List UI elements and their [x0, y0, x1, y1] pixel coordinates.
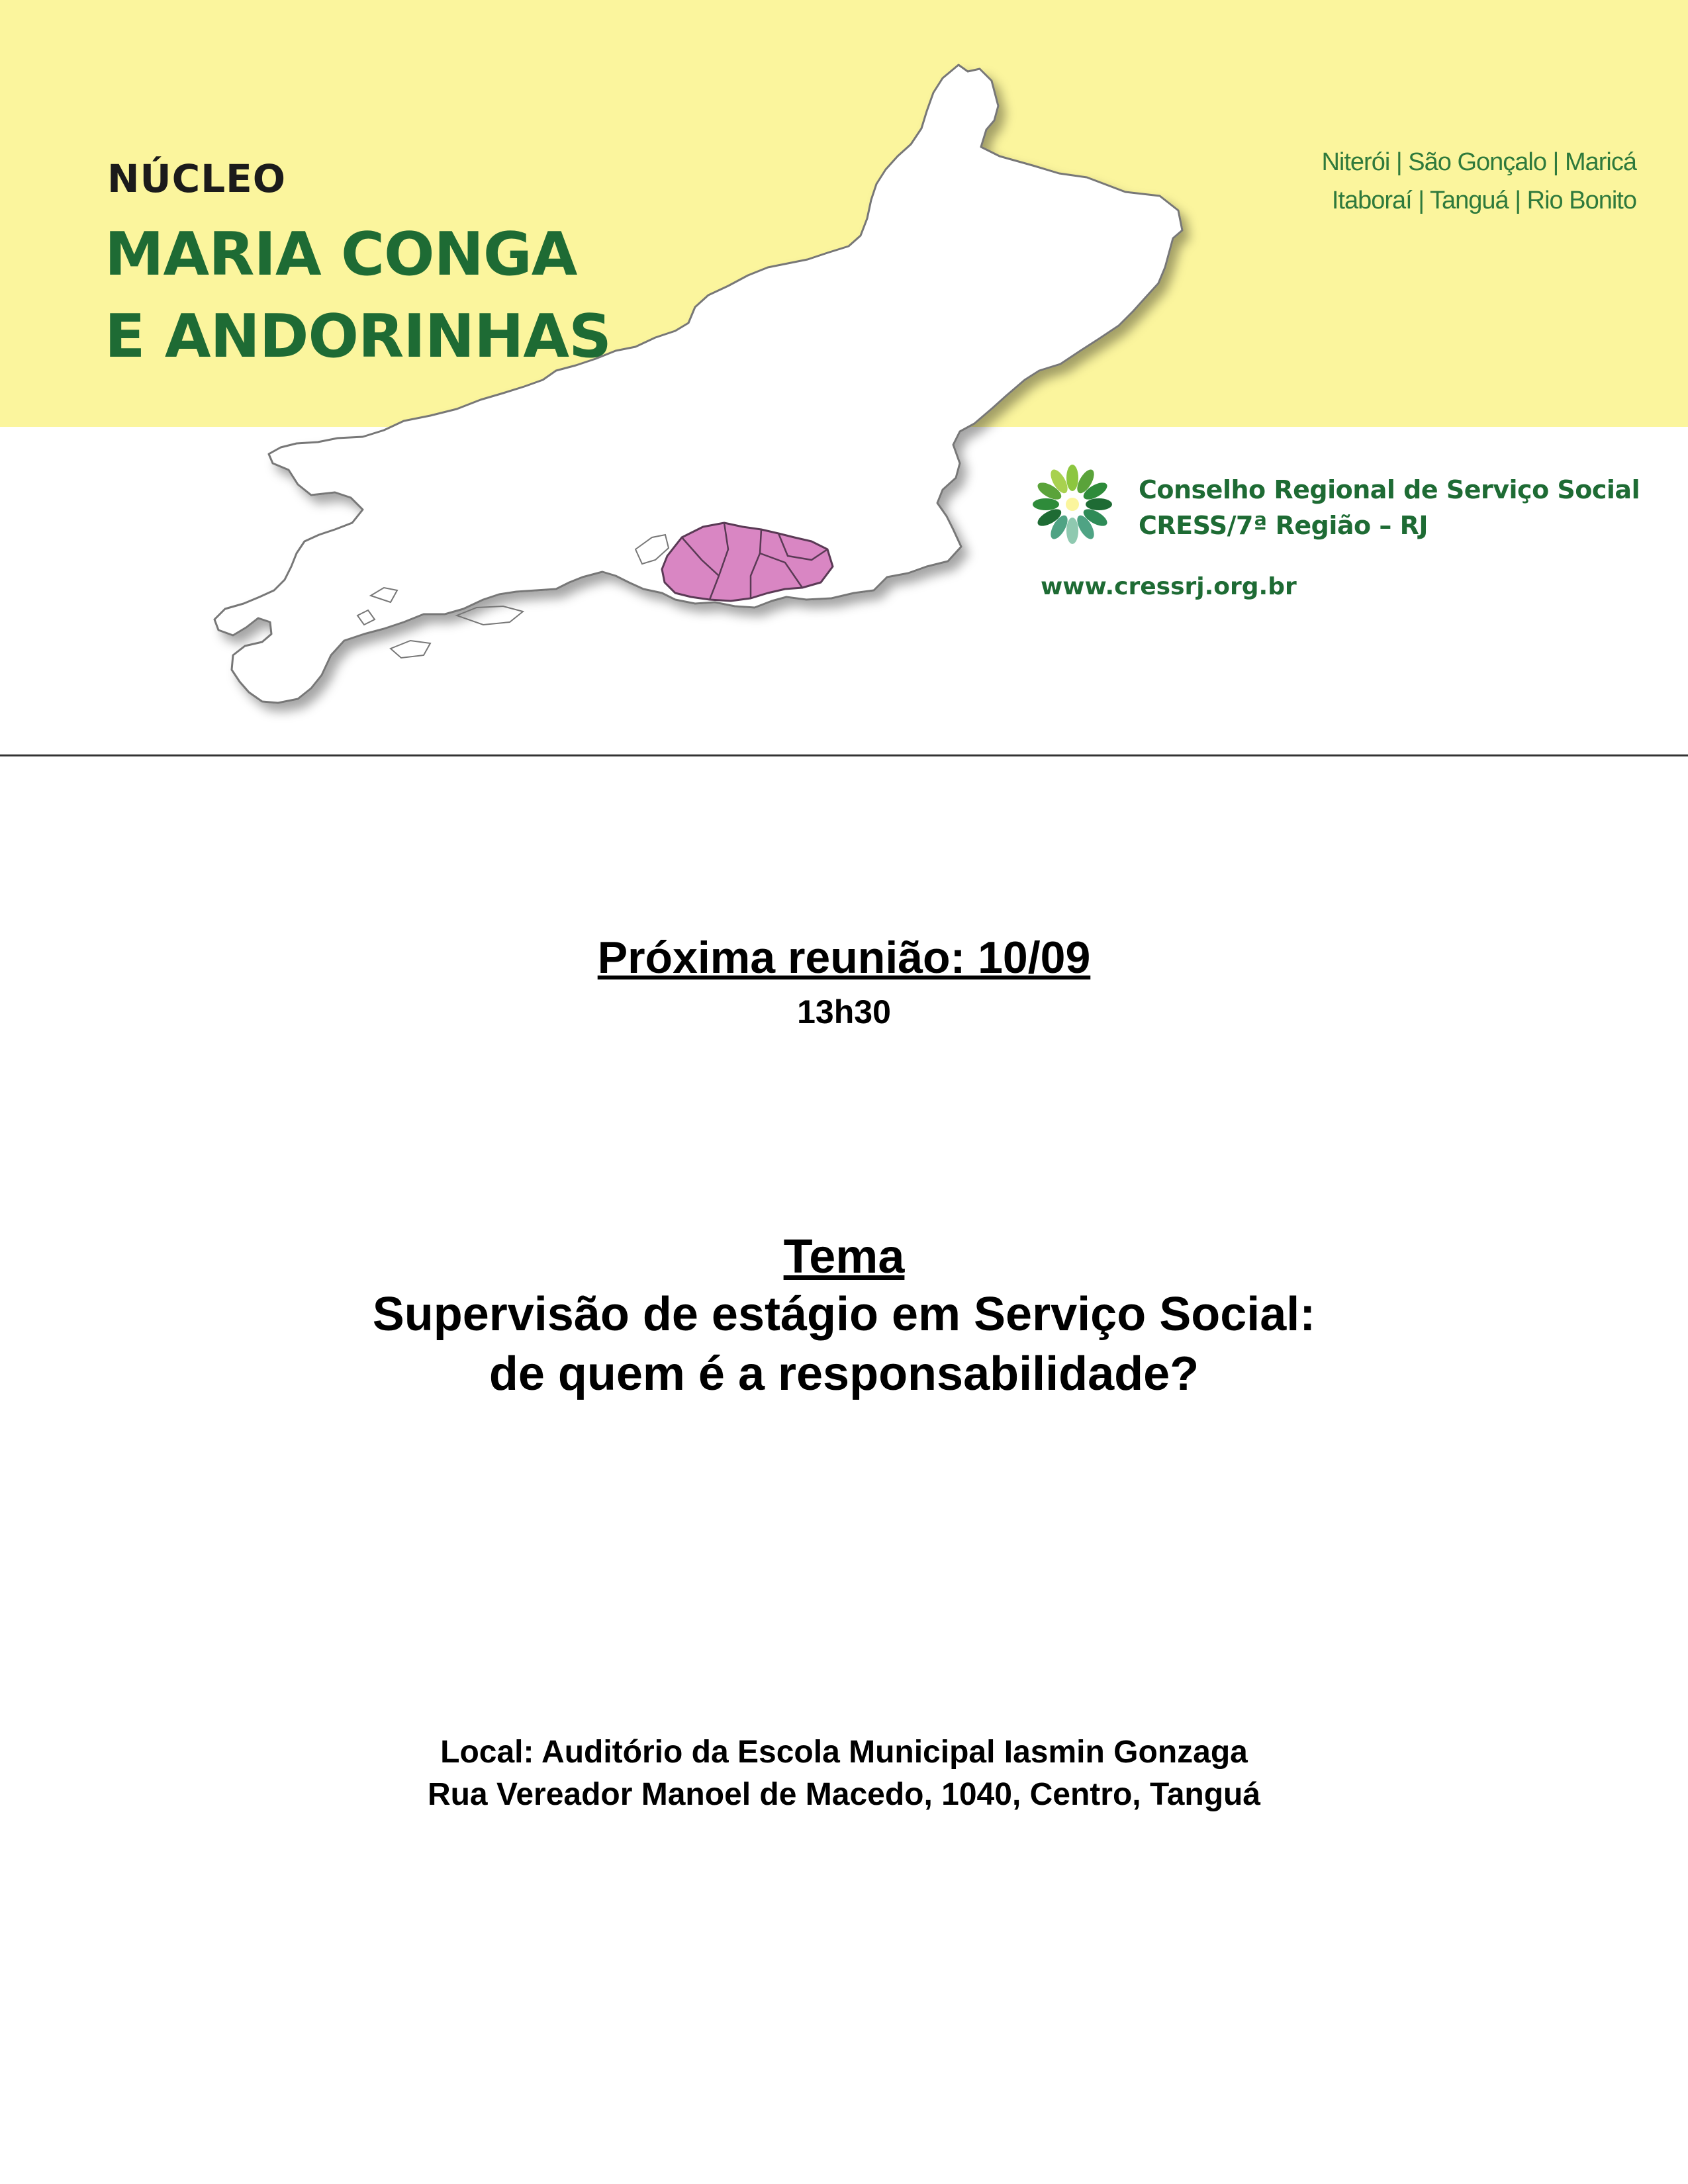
cities-line2: Itaboraí | Tanguá | Rio Bonito — [1331, 187, 1636, 214]
venue-line1: Local: Auditório da Escola Municipal Iasmin Gonzaga — [440, 1735, 1248, 1770]
state-outline — [214, 65, 1182, 703]
meeting-time: 13h30 — [797, 993, 891, 1030]
header-divider — [0, 754, 1688, 756]
website-url: www.cressrj.org.br — [1041, 573, 1297, 600]
nucleo-name-line2: E ANDORINHAS — [105, 302, 611, 371]
header-banner — [0, 0, 1688, 754]
rio-de-janeiro-state-map-icon — [0, 0, 1688, 754]
org-short-name: CRESS/7ª Região – RJ — [1139, 511, 1428, 540]
next-meeting-title: Próxima reunião: 10/09 — [597, 933, 1091, 983]
cress-hands-logo-icon — [1029, 461, 1115, 547]
nucleo-name-line1: MARIA CONGA — [105, 220, 577, 289]
org-name: Conselho Regional de Serviço Social — [1139, 475, 1640, 504]
theme-line2: de quem é a responsabilidade? — [489, 1347, 1199, 1400]
venue-line2: Rua Vereador Manoel de Macedo, 1040, Centro, Tanguá — [427, 1777, 1261, 1812]
theme-line1: Supervisão de estágio em Serviço Social: — [372, 1288, 1316, 1341]
theme-label: Tema — [783, 1230, 905, 1283]
cities-line1: Niterói | São Gonçalo | Maricá — [1321, 148, 1636, 176]
nucleo-label: NÚCLEO — [107, 156, 287, 201]
